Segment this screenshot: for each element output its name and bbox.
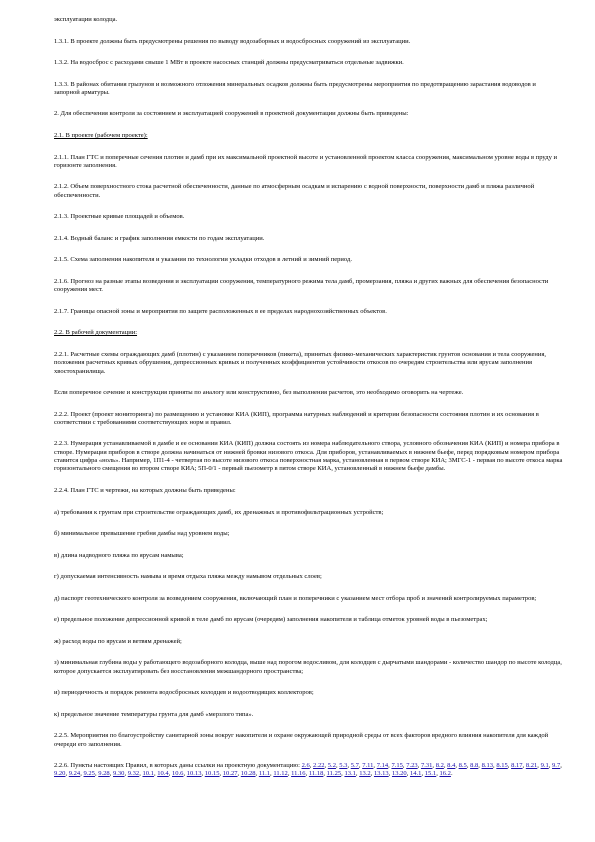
paragraph-text: Если поперечное сечение и конструкция приняты по аналогу или конструктивно, без выполнения расчетов, это необходимо оговорить на чертеже.: [54, 389, 464, 397]
paragraph: [54, 411, 563, 428]
paragraph-text: 2.1. В проекте (рабочем проекте):: [54, 132, 148, 139]
reference-link[interactable]: 10.1: [142, 770, 154, 778]
paragraph-text: в) длина надводного пляжа по ярусам намыва;: [54, 551, 184, 559]
paragraph: [54, 509, 563, 517]
paragraph-text: ж) расход воды по ярусам и ветвям дренажей;: [54, 637, 182, 645]
paragraph-text: г) допускаемая интенсивность намыва и время отдыха пляжа между намывом отдельных слоев;: [54, 573, 322, 581]
paragraph: [54, 689, 563, 697]
reference-link[interactable]: 9.25: [83, 770, 95, 778]
paragraph-text: а) требования к грунтам при строительстве ограждающих дамб, их дренажных и противофильтрационных устройств;: [54, 508, 384, 516]
reference-link[interactable]: 14.1: [409, 770, 422, 778]
paragraph: [54, 132, 563, 140]
paragraph: [54, 38, 563, 46]
reference-link[interactable]: 13.13: [373, 770, 389, 778]
paragraph: [54, 389, 563, 397]
reference-link[interactable]: 8.13: [481, 762, 494, 770]
reference-link[interactable]: 8.8: [470, 762, 479, 770]
reference-link[interactable]: 8.21: [525, 762, 538, 770]
paragraph: [54, 256, 563, 264]
reference-link[interactable]: 7.31: [420, 762, 433, 770]
reference-link[interactable]: 10.13: [186, 770, 202, 778]
reference-link[interactable]: 9.24: [68, 770, 81, 778]
reference-link[interactable]: 9.28: [98, 770, 110, 778]
paragraph-text: 2.2.1. Расчетные схемы ограждающих дамб (плотин) с указанием поперечников (пикета), принятых физико-механических характеристик грунтов основания и тела сооружения, положения расчетных кривых обрушения, депрессионных кривых и полученных коэффициентов устойчивости откосов по очередям строительства или ярусам заполнения хвостохранилища.: [54, 350, 547, 375]
reference-link[interactable]: 10.4: [157, 770, 169, 778]
paragraph: [54, 351, 563, 376]
reference-link[interactable]: 9.20: [54, 770, 66, 778]
paragraph: [54, 573, 563, 581]
paragraph-text: и) периодичность и порядок ремонта водосбросных колодцев и водоотводящих коллекторов;: [54, 689, 314, 697]
reference-link[interactable]: 11.12: [273, 770, 288, 778]
paragraph-text: 2.1.4. Водный баланс и график заполнения емкости по годам эксплуатации.: [54, 234, 265, 242]
reference-link[interactable]: 9.32: [127, 770, 140, 778]
paragraph-text: эксплуатации колодца.: [54, 16, 118, 23]
paragraph-text: 2.1.6. Прогноз на разные этапы возведения и эксплуатации сооружения, температурного режима тела дамб, промерзания, пляжа и других важных для обеспечения безопасности сооружения мест.: [54, 277, 549, 294]
paragraph: [54, 530, 563, 538]
paragraph: [54, 552, 563, 560]
reference-link[interactable]: 16.2: [439, 770, 451, 778]
paragraph: [54, 487, 563, 495]
paragraph-text: 2.1.2. Объем поверхностного стока расчетной обеспеченности, данные по атмосферным осадкам и испарению с водной поверхности, поверхности дамб и пляжа различной обеспеченности.: [54, 183, 535, 199]
paragraph-text: 2.1.7. Границы опасной зоны и мероприятия по защите расположенных в ее пределах народнохозяйственных объектов.: [54, 307, 387, 315]
paragraph-text: 2.2.3. Нумерация устанавливаемой в дамбе и ее основании КИА (КИП) должна состоять из номера наблюдательного створа, условного обозначения КИА (КИП) и номера прибора в створе. Нумерация приборов в створе должна начинаться от нижней бровки низового откоса. Для приборов, устанавливаемых в нижнем бьефе, перед порядковым номером прибора ставится цифра «ноль». Например, 1П1-4 - четвертая по высоте низового откоса поверхностная марка, установленная в первом створе КИА; 3МГС-1 - первая по высоте откоса марка горизонтального смещения во втором створе КИА; 5П-0/1 - первый пьезометр в пятом створе КИА, установленный в нижнем бьефе дамбы.: [54, 440, 563, 473]
reference-link[interactable]: 13.20: [391, 770, 407, 778]
paragraph-text: б) минимальное превышение гребня дамбы над уровнем воды;: [54, 530, 230, 538]
paragraph-text: 2.2.2. Проект (проект мониторинга) по размещению и установке КИА (КИП), программа натурных наблюдений и критерии безопасности состояния плотин и их основания в соответствии с требованиями соответствующих норм и правил.: [54, 410, 539, 426]
reference-link[interactable]: 7.15: [391, 762, 403, 770]
paragraph-text: к) предельное значение температуры грунта для дамб «мерзлого типа».: [54, 710, 254, 718]
paragraph: [54, 235, 563, 243]
reference-link[interactable]: 9.7: [552, 762, 561, 770]
paragraph: [54, 711, 563, 719]
paragraph: [54, 616, 563, 624]
reference-link[interactable]: 8.2: [435, 762, 444, 770]
paragraph-text: 2.1.3. Проектные кривые площадей и объемов.: [54, 213, 185, 221]
reference-link[interactable]: 11.16: [291, 770, 306, 778]
reference-link[interactable]: 5.7: [350, 762, 359, 770]
paragraph: [54, 440, 563, 473]
reference-link[interactable]: 13.1: [344, 770, 356, 778]
paragraph-text: 2.2. В рабочей документации:: [54, 329, 138, 337]
reference-link[interactable]: 10.27: [222, 770, 238, 778]
reference-link[interactable]: 8.5: [458, 762, 467, 770]
paragraph: [54, 329, 563, 337]
paragraph-text: 2.1.1. План ГТС и поперечные сечения плотин и дамб при их максимальной проектной высоте и установленной проектом класса сооружения, максимальном уровне воды в пруду и горизонте заполнения.: [54, 153, 557, 169]
paragraph: [54, 595, 563, 603]
reference-link[interactable]: 2.22: [313, 762, 325, 770]
reference-link[interactable]: 10.15: [204, 770, 220, 778]
paragraph: [54, 81, 563, 98]
reference-link[interactable]: 9.1: [540, 762, 549, 770]
paragraph-text: 2.2.4. План ГТС и чертежи, на которых должны быть приведены:: [54, 487, 236, 494]
paragraph: [54, 16, 563, 24]
reference-link[interactable]: 11.18: [308, 770, 324, 778]
reference-link[interactable]: 5.3: [339, 762, 348, 770]
reference-link[interactable]: 11.1: [258, 770, 271, 778]
reference-link[interactable]: 7.23: [406, 762, 418, 770]
paragraph: [54, 638, 563, 646]
paragraph: [54, 308, 563, 316]
paragraph: [54, 213, 563, 221]
reference-link[interactable]: 8.4: [447, 762, 456, 770]
paragraph-text: 2.1.5. Схема заполнения накопителя и указания по технологии укладки отходов в летний и зимний период.: [54, 256, 352, 264]
paragraph-with-links: 2.2.6. Пункты настоящих Правил, в которых даны ссылки на проектную документацию: 2.6, 2.22, 5.2, 5.3, 5.7, 7.11, 7.14, 7.15, 7.23, 7.31, 8.2, 8.4, 8.5, 8.8, 8.13, 8.15, 8.17, 8.21, 9.1, 9.7, 9.20, 9.24, 9.25, 9.28, 9.30, 9.32, 10.1, 10.4, 10.6, 10.13, 10.15, 10.27, 10.28, 11.1, 11.12, 11.16, 11.18, 11.25, 13.1, 13.2, 13.13, 13.20, 14.1, 15.1, 16.2.: [54, 762, 562, 778]
reference-link[interactable]: 7.11: [362, 762, 374, 770]
paragraph-text: 1.3.2. На водосброс с расходами свыше 1 МВт в проекте насосных станций должны предусматриваться отдельные задвижки.: [54, 59, 404, 67]
reference-link[interactable]: 8.15: [496, 762, 508, 770]
paragraph-text: 1.3.3. В районах обитания грызунов и возможного отложения минеральных осадков должны быть предусмотрены мероприятия по предотвращению зарастания водоводов и запорной арматуры.: [54, 80, 536, 96]
reference-link[interactable]: 2.6: [301, 762, 310, 770]
paragraph-text: д) паспорт геотехнического контроля за возведением сооружения, включающий план и поперечники с указанием мест отбора проб и значений контролируемых параметров;: [54, 594, 537, 602]
paragraph: [54, 732, 563, 749]
paragraph: [54, 659, 563, 676]
paragraph: [54, 183, 563, 200]
reference-link[interactable]: 13.2: [359, 770, 371, 778]
paragraph: [54, 154, 563, 171]
paragraph-text: 2.2.6. Пункты настоящих Правил, в которых даны ссылки на проектную документацию:: [54, 762, 302, 770]
paragraph: [54, 278, 563, 295]
paragraph-text: 1.3.1. В проекте должны быть предусмотрены решения по выводу водозаборных и водосбросных сооружений из эксплуатации.: [54, 37, 411, 45]
paragraph: [54, 59, 563, 67]
reference-link[interactable]: 15.1: [424, 770, 437, 778]
reference-link[interactable]: 5.2: [327, 762, 336, 770]
links-suffix: .: [450, 770, 453, 778]
paragraph-text: е) предельное положение депрессионной кривой в теле дамб по ярусам (очередям) заполнения накопителя и таблица отметок уровней воды в пьезометрах;: [54, 616, 488, 624]
reference-link[interactable]: 10.6: [172, 770, 184, 778]
paragraph-text: 2.2.5. Мероприятия по благоустройству санитарной зоны вокруг накопителя и охране окружающей природной среды от всех факторов вредного влияния накопителя для каждой очереди его заполнения.: [54, 732, 549, 748]
reference-link[interactable]: 8.17: [511, 762, 523, 770]
reference-link[interactable]: 10.28: [240, 770, 256, 778]
reference-link[interactable]: 7.14: [376, 762, 389, 770]
reference-link[interactable]: 9.30: [113, 770, 125, 778]
paragraph-text: 2. Для обеспечения контроля за состоянием и эксплуатацией сооружений в проектной документации должны быть приведены:: [54, 110, 409, 118]
paragraph: [54, 110, 563, 118]
paragraph-text: з) минимальная глубина воды у работающего водозаборного колодца, выше над порогом водосливом, для колодцев с дырчатыми шандорами - количество шандор по высоте колодца, которое допускается эксплуатировать без восстановления межшандорного пространства;: [54, 659, 562, 675]
reference-link[interactable]: 11.25: [326, 770, 342, 778]
